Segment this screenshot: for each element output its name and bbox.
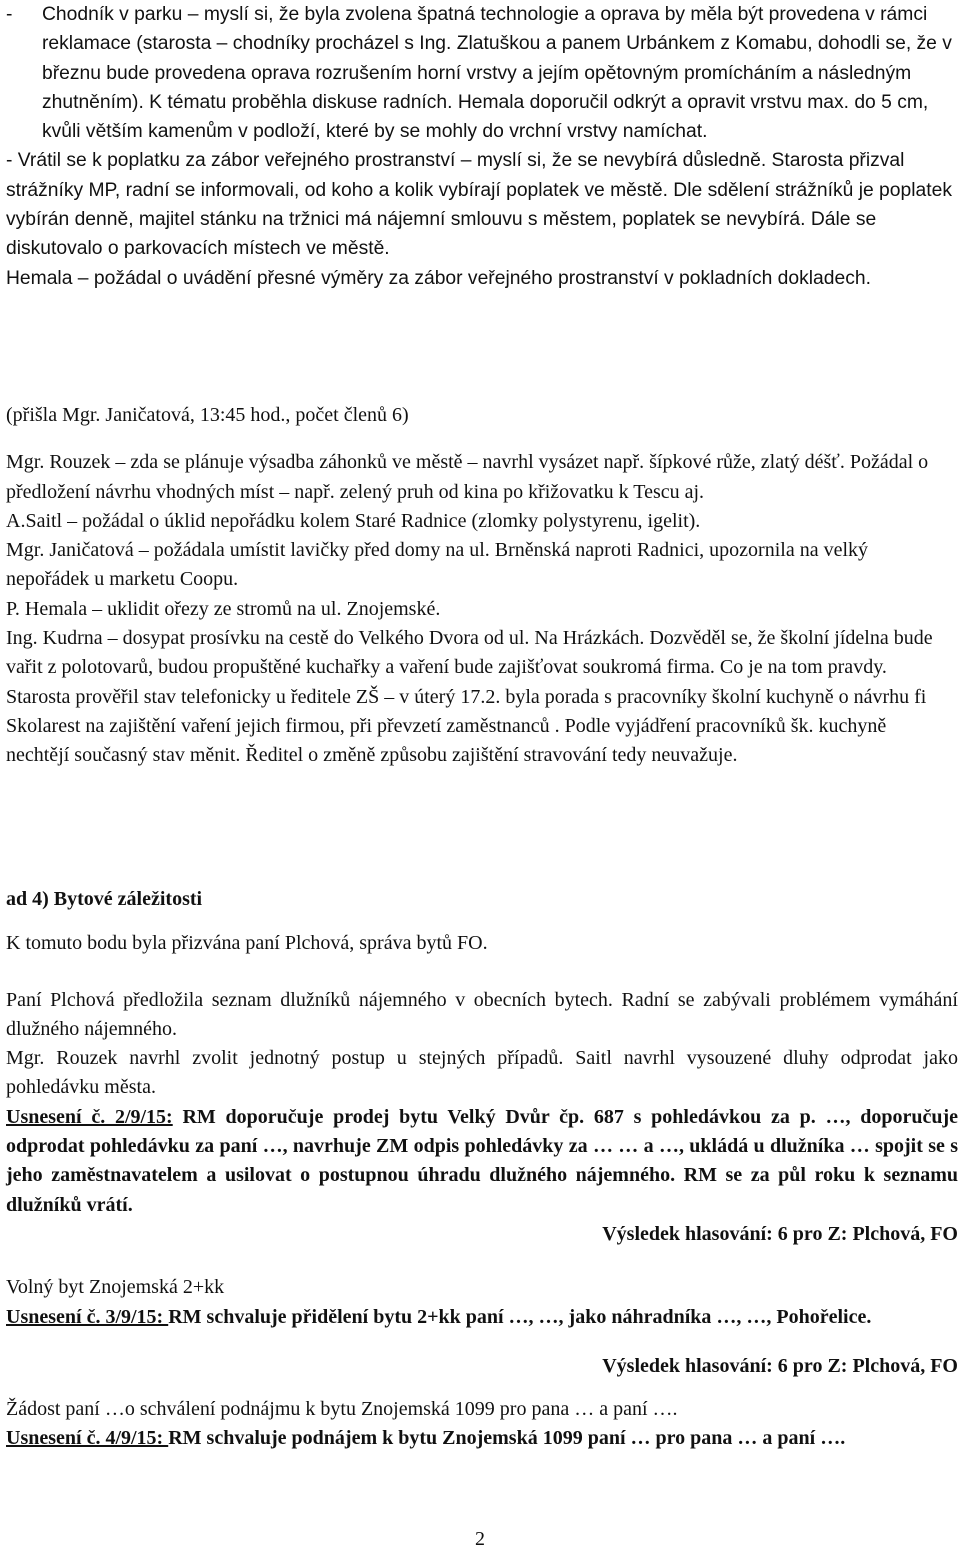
arrival-note: (přišla Mgr. Janičatová, 13:45 hod., počet členů 6) bbox=[6, 404, 409, 426]
hemala-request: P. Hemala – uklidit ořezy ze stromů na ul. Znojemské. bbox=[6, 597, 441, 620]
rouzek-request: Mgr. Rouzek – zda se plánuje výsadba záhonků ve městě – navrhl vysázet např. šípkové růže, zlatý déšť. Požádal o předložení návrhu vhodných míst – např. zelený pruh od kina po křižovatku k Tescu aj. bbox=[6, 451, 929, 503]
saitl-request: A.Saitl – požádal o úklid nepořádku kolem Staré Radnice (zlomky polystyrenu, igelit). bbox=[6, 509, 701, 532]
item-fee: - Vrátil se k poplatku za zábor veřejného prostranství – myslí si, že se nevybírá důsledně. Starosta přizval strážníky MP, radní se informovali, od koho a kolik vybírají poplatek ve městě. Dle sdělení strážníků je poplatek vybírán denně, majitel stánku na tržnici má nájemní smlouvu s městem, poplatek se nevybírá. Dále se diskutovalo o parkovacích místech ve městě. bbox=[6, 150, 952, 260]
debtors-paragraph: Paní Plchová předložila seznam dlužníků nájemného v obecních bytech. Radní se zabývali problémem vymáhání dlužného nájemného. bbox=[6, 988, 958, 1040]
item-hemala-request: Hemala – požádal o uvádění přesné výměry za zábor veřejného prostranství v pokladních dokladech. bbox=[6, 267, 871, 289]
resolution-label: Usnesení č. 3/9/15: bbox=[6, 1305, 169, 1328]
rouzek-proposal: Mgr. Rouzek navrhl zvolit jednotný postup u stejných případů. Saitl navrhl vysouzené dluhy odprodat jako pohledávku města. bbox=[6, 1047, 958, 1099]
section-heading: ad 4) Bytové záležitosti bbox=[6, 888, 203, 910]
resolution-3-9-15 bbox=[6, 1303, 958, 1332]
kudrna-request: Ing. Kudrna – dosypat prosívku na cestě do Velkého Dvora od ul. Na Hrázkách. Dozvěděl se, že školní jídelna bude vařit z polotovarů, budou propuštěné kuchařky a vaření bude zajišťovat soukromá firma. Co je na tom pravdy. Starosta prověřil stav telefonicky u ředitele ZŠ – v úterý 17.2. byla porada s pracovníky školní kuchyně o návrhu fi Skolarest na zajištění vaření jejich firmou, při převzetí zaměstnanců . Podle vyjádření pracovníků šk. kuchyně nechtějí současný stav měnit. Ředitel o změně způsobu zajištění stravování tedy neuvažuje. bbox=[6, 627, 933, 767]
item-park-path-text: Chodník v parku – myslí si, že byla zvolena špatná technologie a oprava by měla být provedena v rámci reklamace (starosta – chodníky procházel s Ing. Zlatuškou a panem Urbánkem z Komabu, dohodli se, že v březnu bude provedena oprava rozrušením horní vrstvy a jejím opětovným promícháním a následným zhutněním). K tématu proběhla diskuse radních. Hemala doporučil odkrýt a opravit vrstvu max. do 5 cm, kvůli větším kamenům v podloží, které by se mohly do vrchní vrstvy namíchat. bbox=[42, 4, 952, 143]
item-park-path-dash: - bbox=[6, 4, 13, 25]
member-requests bbox=[6, 401, 954, 771]
section-intro: K tomuto bodu byla přizvána paní Plchová, správa bytů FO. bbox=[6, 932, 488, 955]
flat-title: Volný byt Znojemská 2+kk bbox=[6, 1276, 225, 1299]
vote-result: Výsledek hlasování: 6 pro Z: Plchová, FO bbox=[602, 1222, 958, 1245]
resolution-text: RM doporučuje prodej bytu Velký Dvůr čp. 687 s pohledávkou za p. …, doporučuje odprodat pohledávku za paní …, navrhuje ZM odpis pohledávky za … … a …, ukládá u dlužníka … spojit se s jeho zaměstnavatelem a usilovat o postupnou úhradu dlužného nájemného. RM se za půl roku k seznamu dlužníků vrátí. bbox=[6, 1105, 958, 1216]
sublease-request: Žádost paní …o schválení podnájmu k bytu Znojemská 1099 pro pana … a paní …. bbox=[6, 1398, 678, 1421]
item-park-path bbox=[6, 0, 954, 146]
page-number: 2 bbox=[475, 1528, 485, 1550]
vote-result: Výsledek hlasování: 6 pro Z: Plchová, FO bbox=[602, 1354, 958, 1377]
discussion-items bbox=[6, 0, 954, 293]
resolution-4-9-15 bbox=[6, 1424, 958, 1453]
resolution-label: Usnesení č. 4/9/15: bbox=[6, 1427, 169, 1450]
resolution-label: Usnesení č. 2/9/15: bbox=[6, 1105, 173, 1128]
housing-section bbox=[6, 885, 958, 1454]
resolution-text: RM schvaluje přidělení bytu 2+kk paní …, …, jako náhradníka …, …, Pohořelice. bbox=[168, 1305, 872, 1328]
resolution-2-9-15 bbox=[6, 1103, 958, 1220]
resolution-text: RM schvaluje podnájem k bytu Znojemská 1099 paní … pro pana … a paní …. bbox=[168, 1427, 846, 1450]
janicatova-request: Mgr. Janičatová – požádala umístit lavičky před domy na ul. Brněnská naproti Radnici, upozornila na velký nepořádek u marketu Coopu. bbox=[6, 539, 869, 591]
